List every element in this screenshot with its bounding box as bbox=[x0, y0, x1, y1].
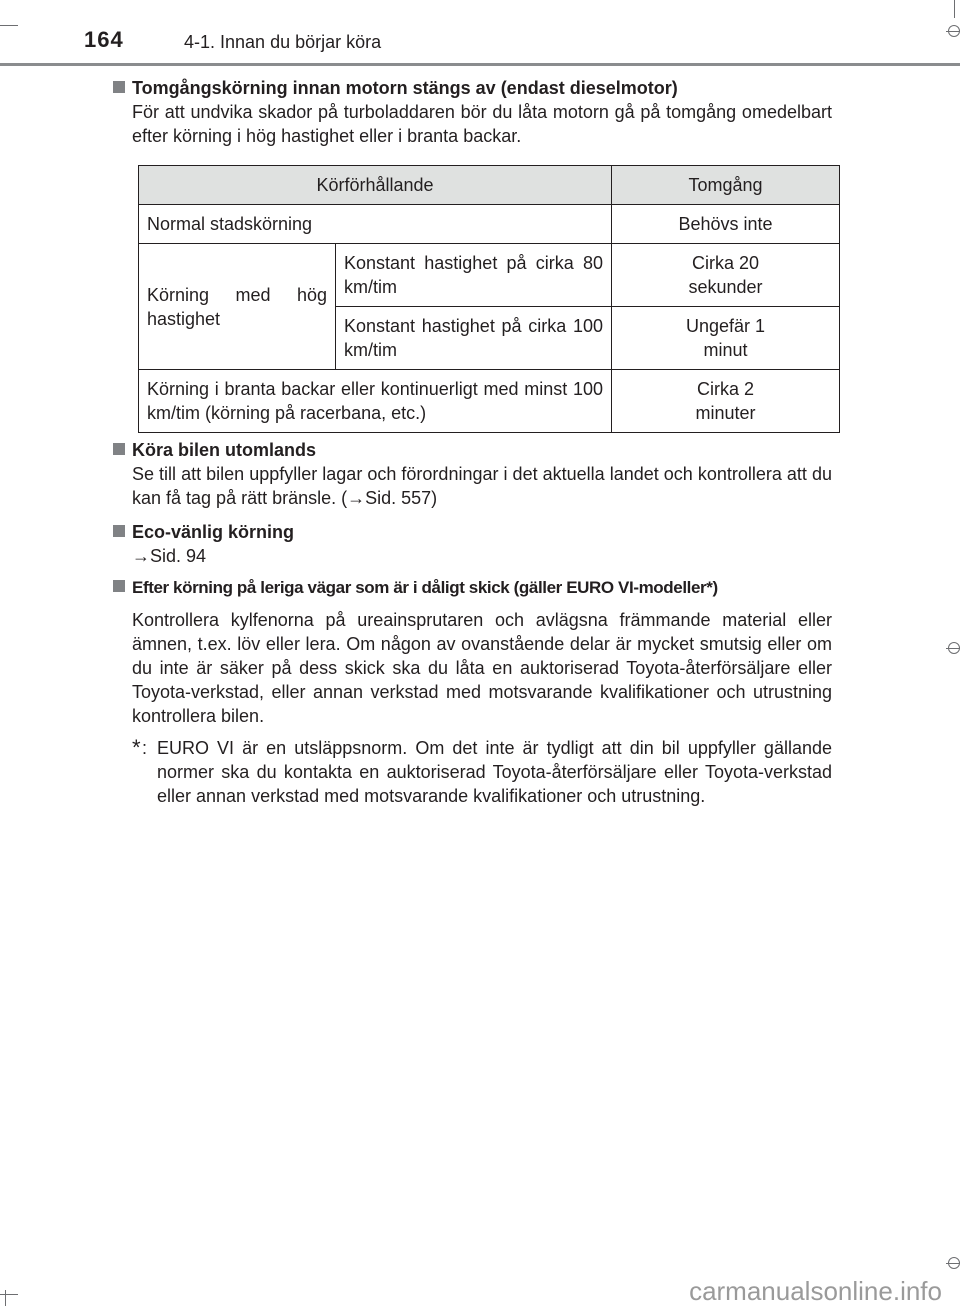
section-abroad bbox=[113, 438, 843, 510]
registration-circle bbox=[948, 25, 960, 37]
table-cell: Konstant hastighet på cirka 80 km/tim bbox=[336, 244, 612, 307]
header-divider bbox=[0, 63, 960, 66]
chapter-title: 4-1. Innan du börjar köra bbox=[184, 32, 382, 52]
table-row bbox=[139, 370, 840, 433]
watermark: carmanualsonline.info bbox=[689, 1276, 942, 1306]
crop-mark bbox=[954, 0, 955, 18]
square-bullet-icon bbox=[113, 443, 125, 455]
table-cell: Körning med hög hastighet bbox=[139, 244, 336, 370]
section-body bbox=[132, 544, 832, 568]
table-cell: Normal stadskörning bbox=[139, 205, 612, 244]
table-row bbox=[139, 205, 840, 244]
table-cell: Körning i branta backar eller kontinuerligt med minst 100 km/tim (körning på racerbana, etc.) bbox=[139, 370, 612, 433]
section-heading: Köra bilen utomlands bbox=[113, 438, 843, 462]
table-row bbox=[139, 244, 840, 307]
table-cell: Cirka 20 sekunder bbox=[612, 244, 840, 307]
section-idling bbox=[113, 76, 843, 148]
footnote: * : EURO VI är en utsläppsnorm. Om det inte är tydligt att din bil uppfyller gällande normer ska du kontakta en auktoriserad Toyota-återförsäljare eller Toyota-verkstad eller annan verkstad med motsvarande kvalifikationer och utrustning. bbox=[132, 735, 832, 806]
page-reference-link[interactable]: →Sid. 94 bbox=[132, 546, 207, 566]
crop-mark bbox=[5, 1290, 6, 1306]
square-bullet-icon bbox=[113, 81, 125, 93]
square-bullet-icon bbox=[113, 525, 125, 537]
section-muddy-roads bbox=[113, 576, 843, 808]
idling-table bbox=[138, 165, 840, 433]
column-header: Körförhållande bbox=[139, 166, 612, 205]
column-header: Tomgång bbox=[612, 166, 840, 205]
page-number: 164 bbox=[84, 27, 124, 52]
table-cell: Behövs inte bbox=[612, 205, 840, 244]
section-heading: Efter körning på leriga vägar som är i dåligt skick (gäller EURO VI-modeller*) bbox=[113, 576, 843, 600]
section-body: Se till att bilen uppfyller lagar och förordningar i det aktuella landet och kontrollera att du kan få tag på rätt bränsle. (→Sid. 557) bbox=[132, 464, 832, 508]
crop-mark bbox=[0, 1294, 18, 1295]
table-cell: Konstant hastighet på cirka 100 km/tim bbox=[336, 307, 612, 370]
section-eco bbox=[113, 520, 843, 568]
table-header-row bbox=[139, 166, 840, 205]
table-cell: Cirka 2 minuter bbox=[612, 370, 840, 433]
crop-mark bbox=[0, 25, 18, 26]
registration-circle bbox=[948, 642, 960, 654]
registration-circle bbox=[948, 1257, 960, 1269]
section-heading: Eco-vänlig körning bbox=[113, 520, 843, 544]
section-body: För att undvika skador på turboladdaren bör du låta motorn gå på tomgång omedelbart efter körning i hög hastighet eller i branta backar. bbox=[132, 102, 832, 146]
section-body: Kontrollera kylfenorna på ureainsprutaren och avlägsna främmande material eller ämnen, t.ex. löv eller lera. Om någon av ovanstående delar är mycket smutsig eller om du inte är säker på dess skick ska du låta en auktoriserad Toyota-återförsäljare eller Toyota-verkstad, eller annan verkstad med motsvarande kvalifikationer och utrustning kontrollera bilen. bbox=[132, 610, 832, 726]
footnote-text: EURO VI är en utsläppsnorm. Om det inte är tydligt att din bil uppfyller gällande normer ska du kontakta en auktoriserad Toyota-återförsäljare eller Toyota-verkstad eller annan verkstad med motsvarande kvalifikationer och utrustning. bbox=[157, 738, 832, 806]
section-heading: Tomgångskörning innan motorn stängs av (endast dieselmotor) bbox=[113, 76, 843, 100]
table-cell: Ungefär 1 minut bbox=[612, 307, 840, 370]
footnote-marker: * bbox=[132, 735, 141, 760]
square-bullet-icon bbox=[113, 580, 125, 592]
